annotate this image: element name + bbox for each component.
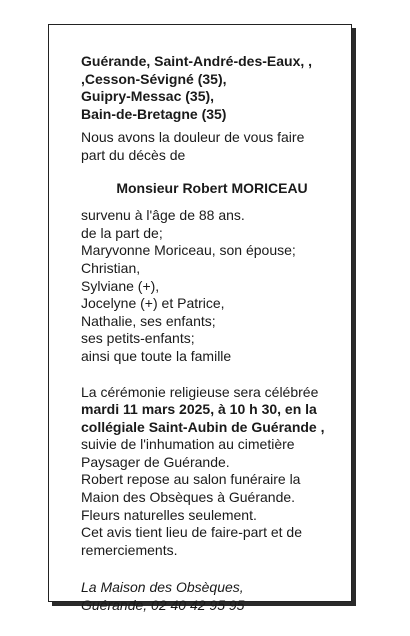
ceremony-block [81, 384, 343, 560]
ceremony-line: remerciements. [81, 541, 178, 558]
spacer [81, 559, 343, 579]
intro-line: Nous avons la douleur de vous faire [81, 129, 305, 146]
ceremony-date-line: mardi 11 mars 2025, à 10 h 30, en la [81, 401, 317, 418]
family-line: survenu à l'âge de 88 ans. [81, 207, 245, 224]
family-line: Nathalie, ses enfants; [81, 312, 216, 329]
location-line: Guérande, Saint-André-des-Eaux, , [81, 53, 313, 69]
locations-block [81, 53, 343, 123]
notice-content [81, 53, 343, 615]
family-line: Christian, [81, 259, 141, 276]
family-line: ses petits-enfants; [81, 330, 195, 347]
ceremony-line: Maion des Obsèques à Guérande. [81, 489, 296, 506]
family-line: Maryvonne Moriceau, son épouse; [81, 242, 296, 259]
deceased-name: Monsieur Robert MORICEAU [116, 179, 308, 196]
ceremony-venue-line: collégiale Saint-Aubin de Guérande , [81, 418, 325, 435]
spacer [81, 366, 343, 384]
ceremony-line: Paysager de Guérande. [81, 453, 230, 470]
location-line: ,Cesson-Sévigné (35), [81, 70, 227, 87]
family-line: Sylviane (+), [81, 277, 160, 294]
location-line: Bain-de-Bretagne (35) [81, 105, 227, 122]
family-line: Jocelyne (+) et Patrice, [81, 295, 225, 312]
intro-block [81, 129, 343, 164]
ceremony-line: Fleurs naturelles seulement. [81, 506, 257, 523]
obituary-notice [48, 24, 352, 614]
location-line: Guipry-Messac (35), [81, 88, 215, 105]
signature-block [81, 579, 343, 614]
family-block [81, 207, 343, 365]
ceremony-line: Cet avis tient lieu de faire-part et de [81, 524, 303, 541]
intro-line: part du décès de [81, 146, 186, 163]
family-line: de la part de; [81, 224, 163, 241]
ceremony-line: La cérémonie religieuse sera célébrée [81, 383, 319, 400]
signature-line: Guérande, 02 40 42 95 95 [81, 597, 245, 614]
family-line: ainsi que toute la famille [81, 347, 232, 364]
ceremony-line: suivie de l'inhumation au cimetière [81, 436, 295, 453]
ceremony-line: Robert repose au salon funéraire la [81, 471, 301, 488]
signature-line: La Maison des Obsèques, [81, 579, 244, 596]
